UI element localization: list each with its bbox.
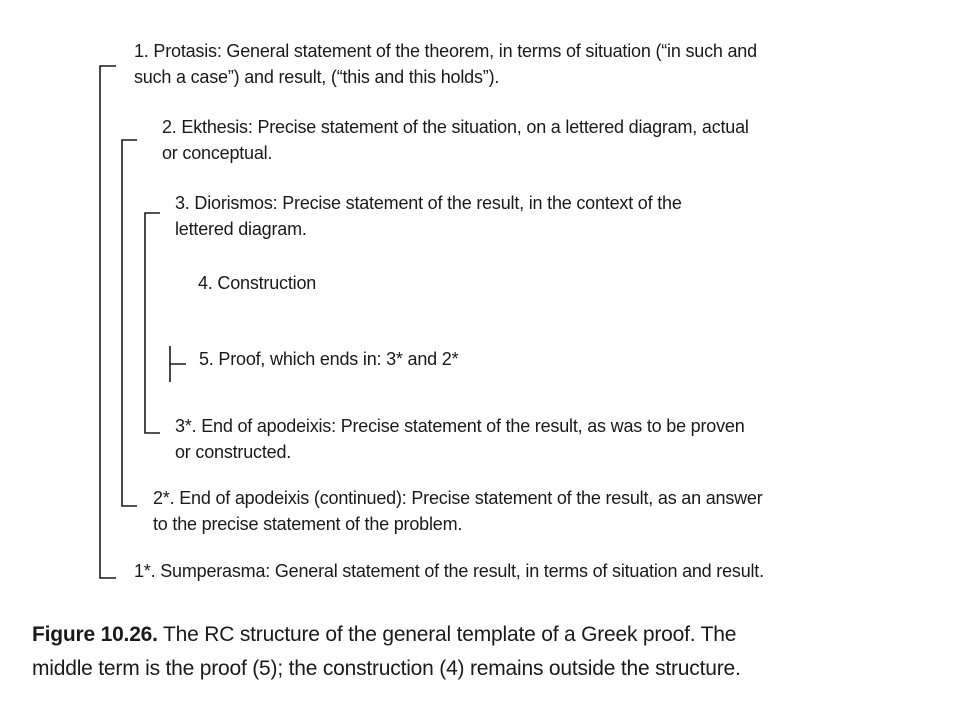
caption-line-1 [32,618,741,652]
step-1-line-1: 1. Protasis: General statement of the theorem, in terms of situation (“in such and [134,41,757,61]
step-2-line-2: or conceptual. [162,143,273,163]
step-3-line-1: 3. Diorismos: Precise statement of the result, in the context of the [175,193,682,213]
step-3-star-end-of-apodeixis [175,413,745,465]
bracket-level-3 [145,213,160,433]
step-1-star-sumperasma [134,558,764,584]
bracket-level-1 [100,66,116,578]
step-2-line-1: 2. Ekthesis: Precise statement of the situation, on a lettered diagram, actual [162,117,749,137]
step-3-star-line-2: or constructed. [175,442,292,462]
step-1-star-line-1: 1*. Sumperasma: General statement of the result, in terms of situation and result. [134,561,764,581]
proof-turnstile [170,346,186,382]
step-4-line-1: 4. Construction [198,273,317,293]
step-3-diorismos [175,190,682,242]
step-2-star-end-of-apodeixis-continued [153,485,763,537]
bracket-level-2 [122,140,137,506]
step-2-ekthesis [162,114,749,166]
caption-figure-label: Figure 10.26. [32,623,158,646]
step-5-line-1: 5. Proof, which ends in: 3* and 2* [199,349,459,369]
step-2-star-line-1: 2*. End of apodeixis (continued): Precise statement of the result, as an answer [153,488,763,508]
caption-line-2: middle term is the proof (5); the construction (4) remains outside the structure. [32,657,741,680]
step-4-construction [198,270,316,296]
figure-caption [32,618,741,686]
step-1-line-2: such a case”) and result, (“this and this holds”). [134,67,500,87]
step-3-star-line-1: 3*. End of apodeixis: Precise statement of the result, as was to be proven [175,416,745,436]
step-5-proof [199,346,458,372]
step-1-protasis [134,38,757,90]
caption-line-1-text: The RC structure of the general template of a Greek proof. The [157,623,737,646]
step-2-star-line-2: to the precise statement of the problem. [153,514,463,534]
step-3-line-2: lettered diagram. [175,219,307,239]
